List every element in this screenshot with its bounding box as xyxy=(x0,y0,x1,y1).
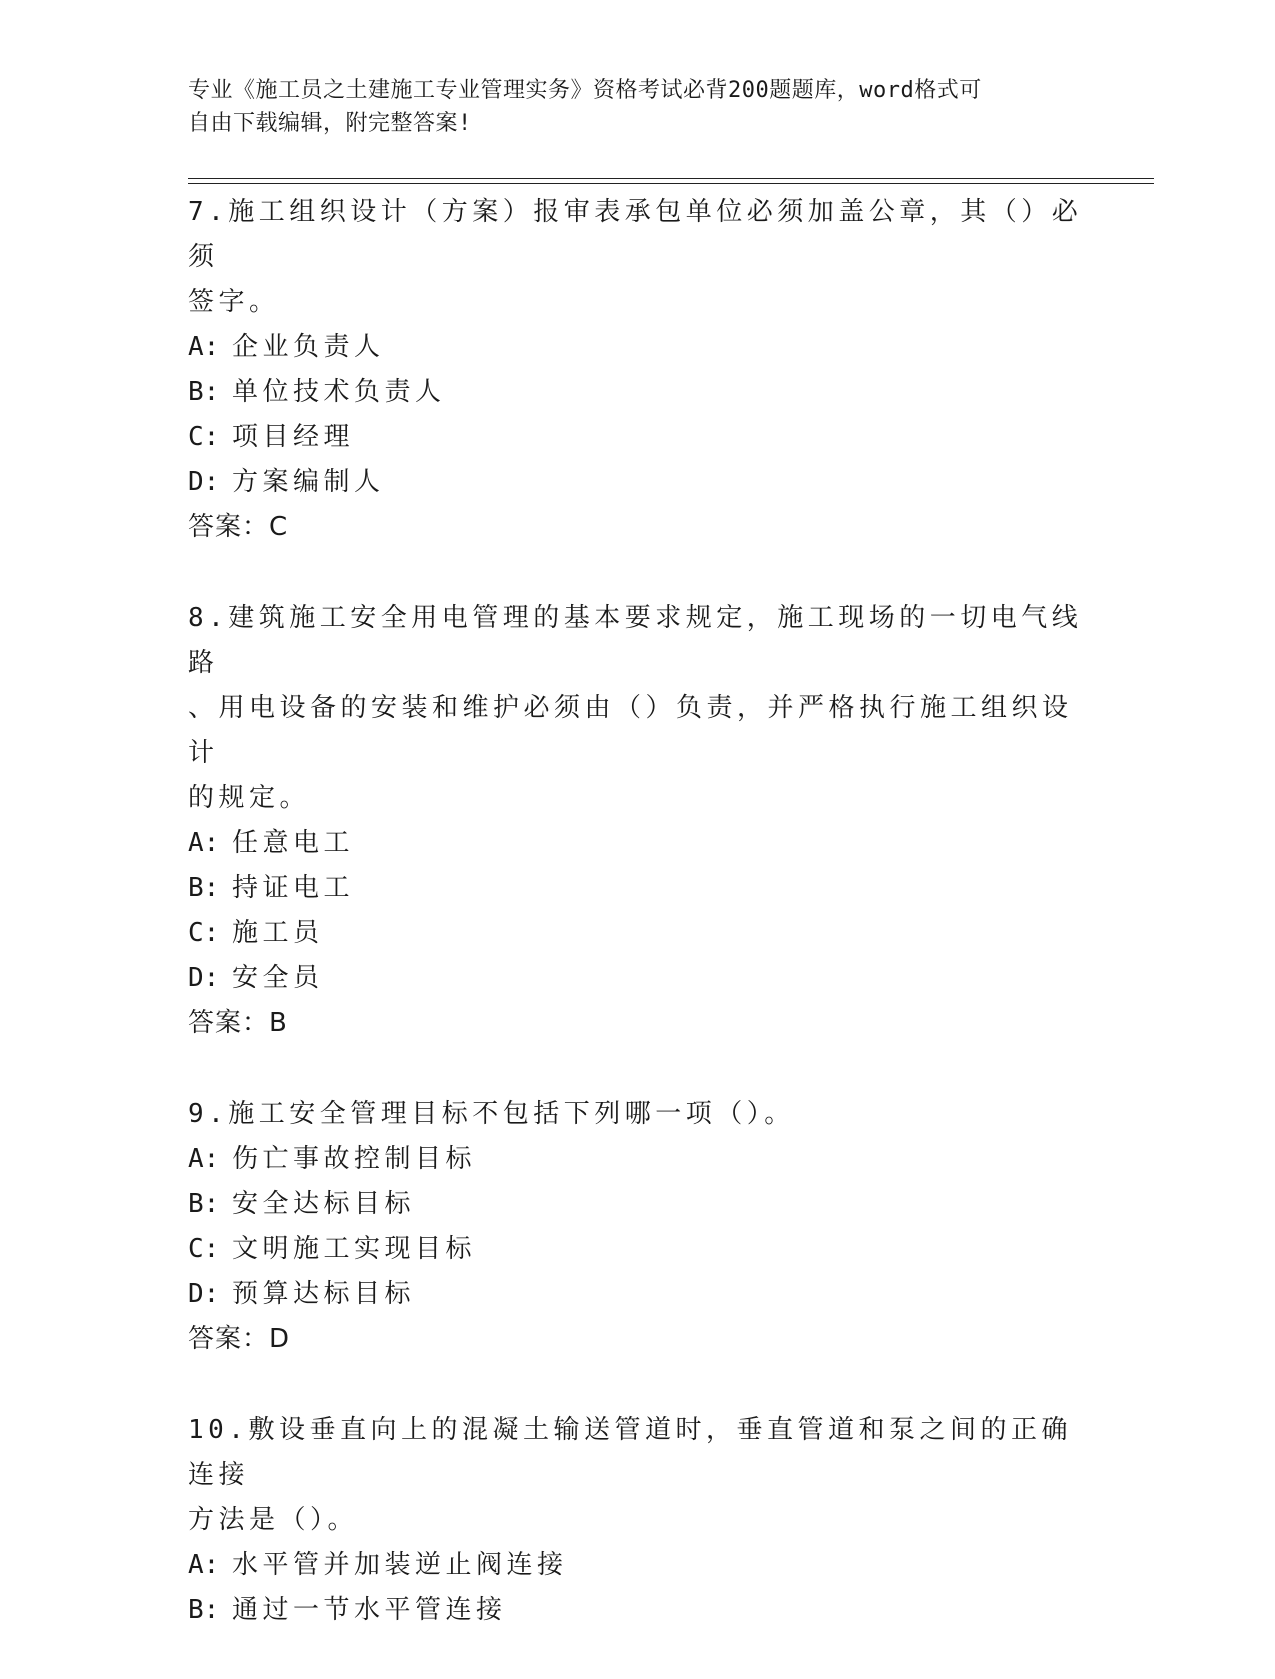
header-line-2: 自由下载编辑，附完整答案! xyxy=(188,111,472,136)
option-text: 伤亡事故控制目标 xyxy=(232,1144,477,1174)
option-text: 通过一节水平管连接 xyxy=(232,1595,507,1625)
question-stem-line: 8.建筑施工安全用电管理的基本要求规定，施工现场的一切电气线路 xyxy=(188,603,1083,678)
option-key: C: xyxy=(188,1234,220,1264)
option-text: 安全达标目标 xyxy=(232,1189,416,1219)
option-key: B: xyxy=(188,873,220,903)
option-text: 持证电工 xyxy=(232,873,355,903)
option-text: 企业负责人 xyxy=(232,332,385,362)
answer-line: 答案：C xyxy=(188,512,289,542)
option-key: A: xyxy=(188,828,220,858)
header-divider-bottom xyxy=(188,183,1154,184)
option-d xyxy=(188,956,1088,1001)
option-b xyxy=(188,1182,1088,1227)
option-b xyxy=(188,370,1088,415)
header-line-1: 专业《施工员之土建施工专业管理实务》资格考试必背200题题库，word格式可 xyxy=(188,78,982,103)
option-text: 文明施工实现目标 xyxy=(232,1234,477,1264)
option-b xyxy=(188,866,1088,911)
question-8 xyxy=(188,596,1088,1046)
option-c xyxy=(188,911,1088,956)
option-c xyxy=(188,415,1088,460)
option-text: 任意电工 xyxy=(232,828,355,858)
option-text: 预算达标目标 xyxy=(232,1279,416,1309)
option-key: A: xyxy=(188,1144,220,1174)
question-7 xyxy=(188,190,1088,550)
option-a xyxy=(188,1137,1088,1182)
option-key: D: xyxy=(188,467,220,497)
option-text: 施工员 xyxy=(232,918,324,948)
option-b xyxy=(188,1588,1088,1633)
option-text: 项目经理 xyxy=(232,422,355,452)
answer-line: 答案：B xyxy=(188,1008,288,1038)
question-list xyxy=(188,190,1088,1679)
question-9 xyxy=(188,1092,1088,1362)
question-10 xyxy=(188,1408,1088,1633)
option-key: C: xyxy=(188,422,220,452)
option-a xyxy=(188,821,1088,866)
question-stem-line: 、用电设备的安装和维护必须由（）负责，并严格执行施工组织设计 xyxy=(188,693,1073,768)
option-key: B: xyxy=(188,1189,220,1219)
option-a xyxy=(188,325,1088,370)
option-c xyxy=(188,1227,1088,1272)
question-stem-line: 10.敷设垂直向上的混凝土输送管道时，垂直管道和泵之间的正确连接 xyxy=(188,1415,1072,1490)
document-header xyxy=(188,74,1068,140)
option-key: C: xyxy=(188,918,220,948)
option-text: 安全员 xyxy=(232,963,324,993)
option-key: A: xyxy=(188,1550,220,1580)
question-stem-line: 的规定。 xyxy=(188,783,311,813)
question-stem-line: 7.施工组织设计（方案）报审表承包单位必须加盖公章，其（）必须 xyxy=(188,197,1083,272)
option-key: B: xyxy=(188,1595,220,1625)
option-key: D: xyxy=(188,1279,220,1309)
option-key: A: xyxy=(188,332,220,362)
option-key: D: xyxy=(188,963,220,993)
question-stem-line: 9.施工安全管理目标不包括下列哪一项（）。 xyxy=(188,1099,795,1129)
option-key: B: xyxy=(188,377,220,407)
question-stem-line: 签字。 xyxy=(188,287,280,317)
option-text: 单位技术负责人 xyxy=(232,377,446,407)
option-text: 水平管并加装逆止阀连接 xyxy=(232,1550,568,1580)
option-d xyxy=(188,1272,1088,1317)
option-text: 方案编制人 xyxy=(232,467,385,497)
option-a xyxy=(188,1543,1088,1588)
option-d xyxy=(188,460,1088,505)
question-stem-line: 方法是（）。 xyxy=(188,1505,359,1535)
header-divider-top xyxy=(188,178,1154,179)
answer-line: 答案：D xyxy=(188,1324,291,1354)
